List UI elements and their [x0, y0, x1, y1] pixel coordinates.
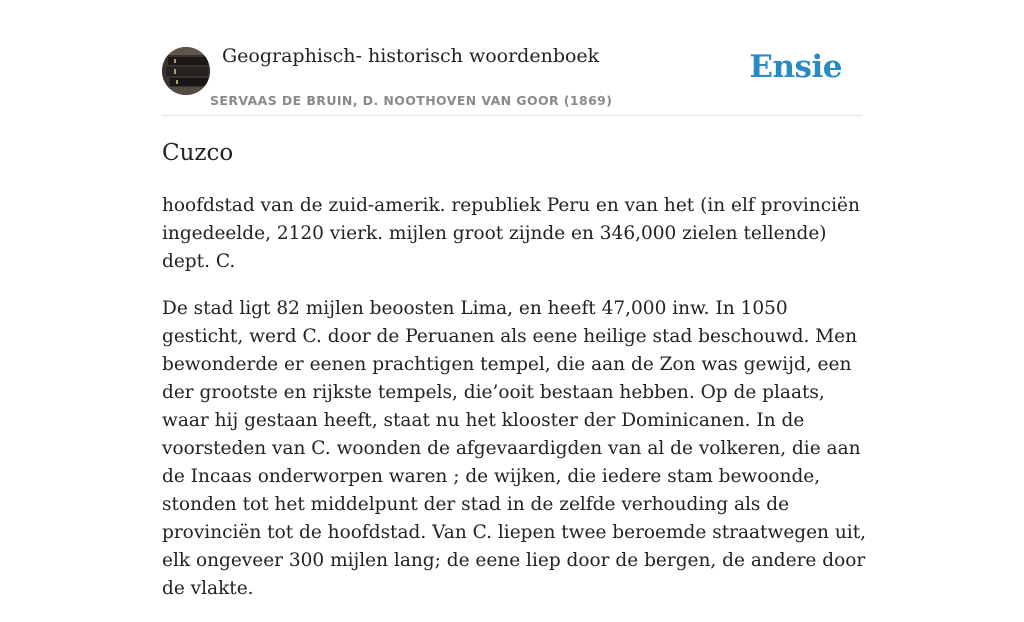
ensie-logo[interactable]: Ensie	[749, 49, 842, 85]
entry-body	[162, 192, 867, 622]
book-title[interactable]: Geographisch- historisch woordenboek	[222, 45, 600, 67]
header-divider	[162, 115, 862, 116]
entry-paragraph: De stad ligt 82 mijlen beoosten Lima, en heeft 47,000 inw. In 1050 gesticht, werd C. door de Peruanen als eene heilige stad beschouwd. Men bewonderde er eenen prachtigen tempel, die aan de Zon was gewijd, een der grootste en rijkste tempels, die’ooit bestaan hebben. Op de plaats, waar hij gestaan heeft, staat nu het klooster der Dominicanen. In de voorsteden van C. woonden de afgevaardigden van al de volkeren, die aan de Incaas onderworpen waren ; de wijken, die iedere stam bewoonde, stonden tot het middelpunt der stad in de zelfde verhouding als de provinciën tot de hoofdstad. Van C. liepen twee beroemde straatwegen uit, elk ongeveer 300 mijlen lang; de eene liep door de bergen, de andere door de vlakte.	[162, 298, 867, 599]
entry-title: Cuzco	[162, 140, 234, 166]
book-stack-icon	[162, 47, 210, 95]
book-cover-avatar[interactable]	[162, 47, 210, 95]
book-authors: SERVAAS DE BRUIN, D. NOOTHOVEN VAN GOOR (1869)	[210, 93, 613, 108]
entry-paragraph: hoofdstad van de zuid-amerik. republiek Peru en van het (in elf provinciën ingedeelde, 2120 vierk. mijlen groot zijnde en 346,000 zielen tellende) dept. C.	[162, 195, 860, 272]
